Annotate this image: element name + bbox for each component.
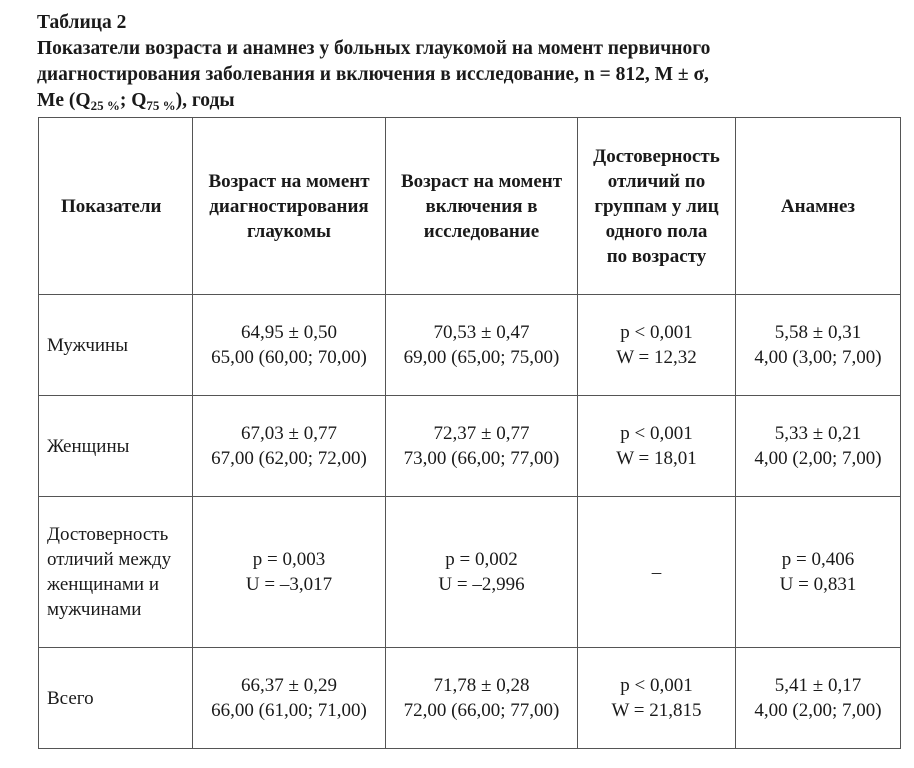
cell-total-significance — [578, 648, 736, 749]
cell-sig-age-diagnosis — [193, 497, 386, 648]
header-significance — [578, 118, 736, 295]
cell-total-anamnesis — [736, 648, 901, 749]
cell-p-value: p < 0,001 — [620, 423, 693, 444]
row-label-total: Всего — [39, 648, 193, 749]
cell-statistic: W = 21,815 — [611, 700, 702, 721]
header-line: Возраст на момент — [208, 170, 370, 192]
cell-mean: 5,58 ± 0,31 — [774, 322, 862, 343]
header-age-diagnosis — [193, 118, 386, 295]
caption-line-1: Показатели возраста и анамнез у больных глаукомой на момент первичного — [37, 38, 711, 59]
cell-median: 4,00 (2,00; 7,00) — [754, 448, 882, 469]
cell-statistic: U = 0,831 — [779, 574, 857, 595]
cell-mean: 5,33 ± 0,21 — [774, 423, 862, 444]
cell-men-significance — [578, 295, 736, 396]
cell-median: 65,00 (60,00; 70,00) — [211, 347, 367, 368]
header-line: глаукомы — [247, 220, 331, 242]
cell-p-value: p = 0,003 — [252, 549, 326, 570]
table-row-women — [39, 396, 901, 497]
table-row-men — [39, 295, 901, 396]
cell-mean: 66,37 ± 0,29 — [241, 675, 337, 696]
cell-mean: 67,03 ± 0,77 — [241, 423, 337, 444]
caption-me-prefix: Me (Q — [37, 90, 91, 111]
cell-mean: 71,78 ± 0,28 — [433, 675, 530, 696]
header-line: одного пола — [605, 220, 708, 242]
cell-sig-significance: – — [578, 497, 736, 648]
cell-sig-anamnesis — [736, 497, 901, 648]
cell-statistic: U = –2,996 — [438, 574, 525, 595]
caption-q-mid: ; Q — [119, 90, 147, 111]
cell-p-value: p < 0,001 — [620, 675, 693, 696]
cell-median: 73,00 (66,00; 77,00) — [403, 448, 560, 469]
cell-mean: 72,37 ± 0,77 — [433, 423, 530, 444]
cell-total-age-diagnosis — [193, 648, 386, 749]
row-label-line: мужчинами — [47, 599, 142, 620]
data-table — [38, 117, 901, 749]
q75-subscript: 75 % — [146, 98, 176, 113]
cell-men-age-inclusion — [386, 295, 578, 396]
cell-median: 72,00 (66,00; 77,00) — [403, 700, 560, 721]
cell-median: 4,00 (3,00; 7,00) — [754, 347, 882, 368]
cell-mean: 70,53 ± 0,47 — [433, 322, 530, 343]
cell-women-anamnesis — [736, 396, 901, 497]
row-label-men: Мужчины — [39, 295, 193, 396]
cell-median: 66,00 (61,00; 71,00) — [211, 700, 367, 721]
caption-line-3 — [37, 88, 897, 114]
cell-men-age-diagnosis — [193, 295, 386, 396]
cell-mean: 5,41 ± 0,17 — [774, 675, 862, 696]
cell-total-age-inclusion — [386, 648, 578, 749]
cell-statistic: W = 12,32 — [616, 347, 697, 368]
row-label-line: женщинами и — [47, 574, 159, 595]
cell-mean: 64,95 ± 0,50 — [241, 322, 337, 343]
cell-median: 67,00 (62,00; 72,00) — [211, 448, 367, 469]
header-line: Достоверность — [593, 145, 720, 167]
header-row — [39, 118, 901, 295]
q25-subscript: 25 % — [90, 98, 120, 113]
header-line: исследование — [423, 220, 540, 242]
caption-units: ), годы — [175, 90, 235, 111]
header-line: включения в — [425, 195, 538, 217]
header-line: по возрасту — [606, 245, 707, 267]
header-age-inclusion — [386, 118, 578, 295]
cell-statistic: U = –3,017 — [245, 574, 333, 595]
cell-women-significance — [578, 396, 736, 497]
row-label-women: Женщины — [39, 396, 193, 497]
cell-p-value: p = 0,002 — [445, 549, 518, 570]
cell-sig-age-inclusion — [386, 497, 578, 648]
cell-statistic: W = 18,01 — [616, 448, 697, 469]
cell-p-value: p < 0,001 — [620, 322, 693, 343]
header-line: группам у лиц — [594, 195, 719, 217]
caption-line-2: диагностирования заболевания и включения в исследование, n = 812, M ± σ, — [37, 64, 709, 85]
row-label-sex-difference — [39, 497, 193, 648]
cell-men-anamnesis — [736, 295, 901, 396]
header-line: диагностирования — [209, 195, 369, 217]
header-line: Возраст на момент — [400, 170, 563, 192]
table-caption — [37, 10, 897, 114]
cell-women-age-inclusion — [386, 396, 578, 497]
table-row-total — [39, 648, 901, 749]
cell-median: 69,00 (65,00; 75,00) — [403, 347, 560, 368]
header-line: отличий по — [607, 170, 706, 192]
table-row-sex-difference — [39, 497, 901, 648]
row-label-line: отличий между — [47, 549, 172, 570]
header-indicators: Показатели — [39, 118, 193, 295]
header-anamnesis: Анамнез — [736, 118, 901, 295]
cell-median: 4,00 (2,00; 7,00) — [754, 700, 882, 721]
row-label-line: Достоверность — [47, 524, 169, 545]
table-label: Таблица 2 — [37, 12, 127, 33]
cell-women-age-diagnosis — [193, 396, 386, 497]
cell-p-value: p = 0,406 — [781, 549, 855, 570]
